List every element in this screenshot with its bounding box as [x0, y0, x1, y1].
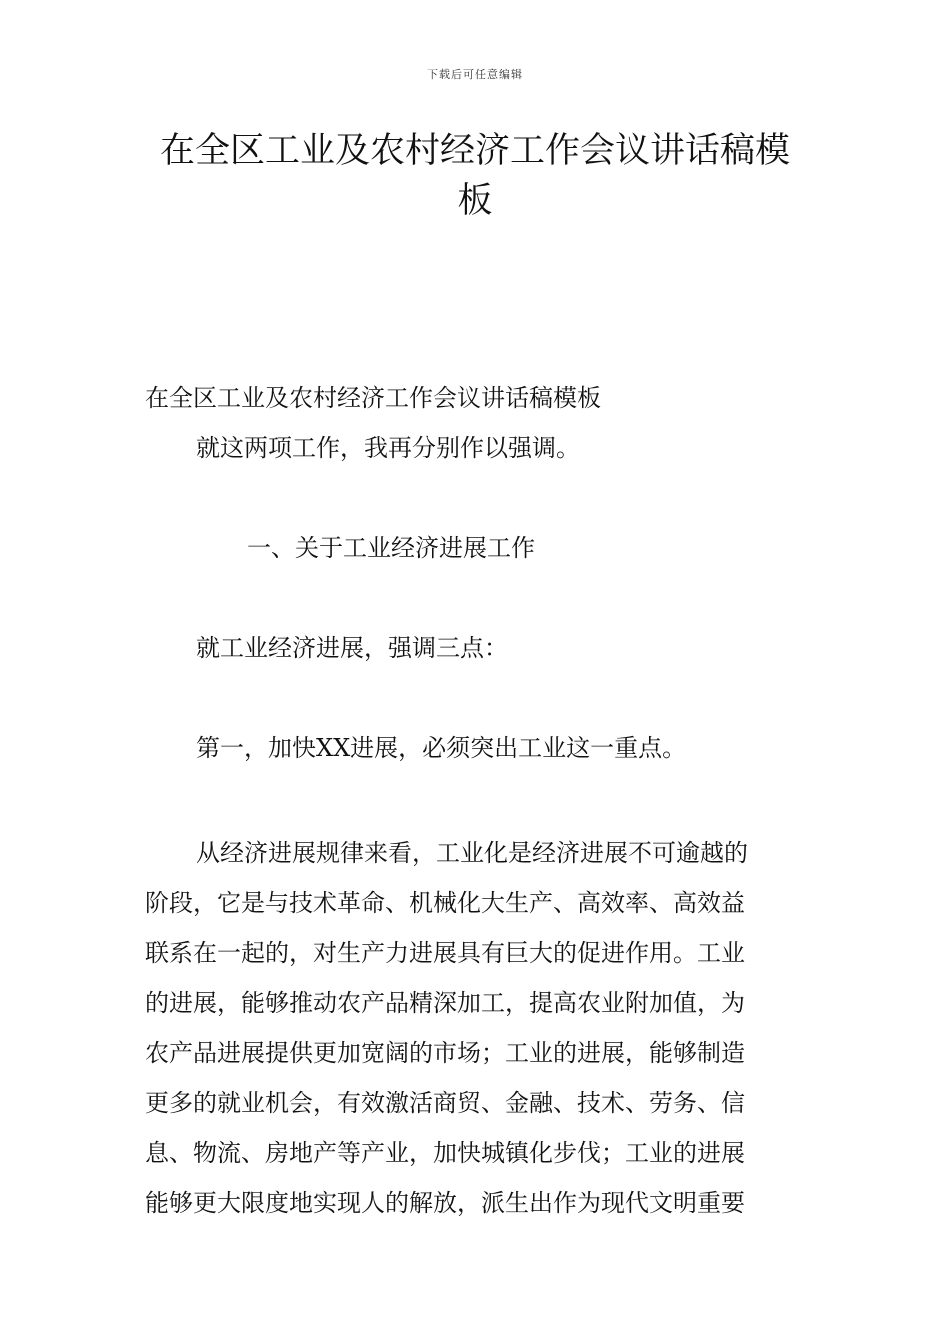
body-line: 阶段，它是与技术革命、机械化大生产、高效率、高效益 [145, 889, 745, 917]
sub-intro-paragraph: 就工业经济进展，强调三点： [196, 634, 508, 662]
body-line: 从经济进展规律来看，工业化是经济进展不可逾越的 [196, 839, 748, 867]
body-paragraph [145, 828, 807, 1228]
header-note: 下载后可任意编辑 [427, 68, 523, 81]
document-title: 在全区工业及农村经济工作会议讲话稿模板 [159, 131, 790, 221]
intro-paragraph: 就这两项工作，我再分别作以强调。 [196, 434, 580, 462]
point-one-paragraph: 第一，加快XX进展，必须突出工业这一重点。 [196, 734, 687, 762]
body-line: 农产品进展提供更加宽阔的市场；工业的进展，能够制造 [145, 1039, 745, 1067]
document-subtitle: 在全区工业及农村经济工作会议讲话稿模板 [145, 384, 601, 412]
section-heading: 一、关于工业经济进展工作 [247, 534, 535, 562]
body-line: 的进展，能够推动农产品精深加工，提高农业附加值，为 [145, 989, 745, 1017]
body-line: 联系在一起的，对生产力进展具有巨大的促进作用。工业 [145, 939, 745, 967]
body-line: 更多的就业机会，有效激活商贸、金融、技术、劳务、信 [145, 1089, 745, 1117]
body-line: 息、物流、房地产等产业，加快城镇化步伐；工业的进展 [145, 1139, 745, 1167]
body-line: 能够更大限度地实现人的解放，派生出作为现代文明重要 [145, 1189, 745, 1217]
